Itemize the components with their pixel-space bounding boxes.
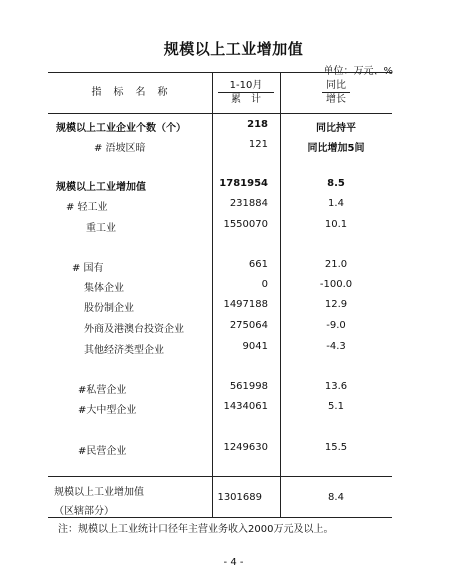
footer-label-line2: （区辖部分） — [54, 506, 114, 517]
row-growth: 同比增加5间 — [307, 143, 365, 154]
row-value: 121 — [248, 139, 268, 150]
row-label: 外商及港澳台投资企业 — [84, 324, 184, 335]
table-row — [48, 341, 392, 357]
row-value: 9041 — [242, 341, 268, 352]
row-label: # 国有 — [72, 263, 104, 274]
footer-row — [48, 483, 392, 517]
statistics-table — [48, 72, 392, 518]
page-number: - 4 - — [223, 557, 244, 568]
row-value: 218 — [247, 119, 268, 130]
row-growth: -9.0 — [326, 320, 346, 331]
footer-growth: 8.4 — [328, 492, 344, 503]
table-row — [48, 259, 392, 275]
row-label: #私营企业 — [78, 385, 127, 396]
table-row — [48, 178, 392, 194]
row-label: #大中型企业 — [78, 405, 137, 416]
row-value: 0 — [261, 279, 268, 290]
row-label: #民营企业 — [78, 446, 127, 457]
row-label: # 浯坡区暗 — [94, 143, 146, 154]
row-value: 1249630 — [223, 442, 268, 453]
header-yoy-line1: 同比 — [326, 80, 346, 91]
row-value: 275064 — [229, 320, 268, 331]
footer-divider — [48, 476, 392, 477]
row-label: 重工业 — [86, 223, 116, 234]
row-growth: 15.5 — [324, 442, 348, 453]
header-cumulative-line1: 1-10月 — [229, 80, 263, 91]
footer-label-line1: 规模以上工业增加值 — [54, 487, 144, 498]
header-yoy — [280, 79, 392, 106]
row-growth: 5.1 — [328, 401, 344, 412]
row-value: 561998 — [229, 381, 268, 392]
unit-label: 单位：万元、% — [323, 66, 393, 77]
row-growth: 1.4 — [328, 198, 344, 209]
row-label: # 轻工业 — [66, 202, 108, 213]
table-row — [48, 198, 392, 214]
row-growth: -4.3 — [326, 341, 346, 352]
header-yoy-line2: 增长 — [322, 92, 350, 106]
row-growth: 12.9 — [324, 299, 348, 310]
row-growth: -100.0 — [319, 279, 353, 290]
header-indicator-name: 指 标 名 称 — [91, 87, 169, 98]
table-row — [48, 299, 392, 315]
row-growth: 8.5 — [327, 178, 345, 189]
row-label: 其他经济类型企业 — [84, 345, 164, 356]
row-label: 规模以上工业增加值 — [56, 182, 146, 193]
header-cumulative-line2: 累 计 — [218, 92, 274, 106]
row-label: 股份制企业 — [84, 303, 134, 314]
footer-value: 1301689 — [217, 492, 262, 503]
row-label: 集体企业 — [84, 283, 124, 294]
table-row — [48, 279, 392, 295]
footnote: 注：规模以上工业统计口径年主营业务收入2000万元及以上。 — [58, 524, 334, 535]
table-row — [48, 320, 392, 336]
row-value: 1550070 — [223, 219, 268, 230]
row-growth: 13.6 — [324, 381, 348, 392]
row-value: 1781954 — [219, 178, 268, 189]
row-value: 1497188 — [223, 299, 268, 310]
row-label: 规模以上工业企业个数（个） — [56, 123, 186, 134]
row-growth: 21.0 — [324, 259, 348, 270]
header-cumulative — [212, 79, 280, 106]
row-growth: 10.1 — [324, 219, 348, 230]
table-row — [48, 119, 392, 135]
table-row — [48, 219, 392, 235]
row-value: 661 — [248, 259, 268, 270]
header-divider — [48, 113, 392, 114]
table-row — [48, 381, 392, 397]
page-title: 规模以上工业增加值 — [163, 40, 304, 58]
row-value: 1434061 — [223, 401, 268, 412]
table-row — [48, 401, 392, 417]
table-row — [48, 442, 392, 458]
row-value: 231884 — [229, 198, 268, 209]
row-growth: 同比持平 — [316, 123, 356, 134]
table-row — [48, 139, 392, 155]
